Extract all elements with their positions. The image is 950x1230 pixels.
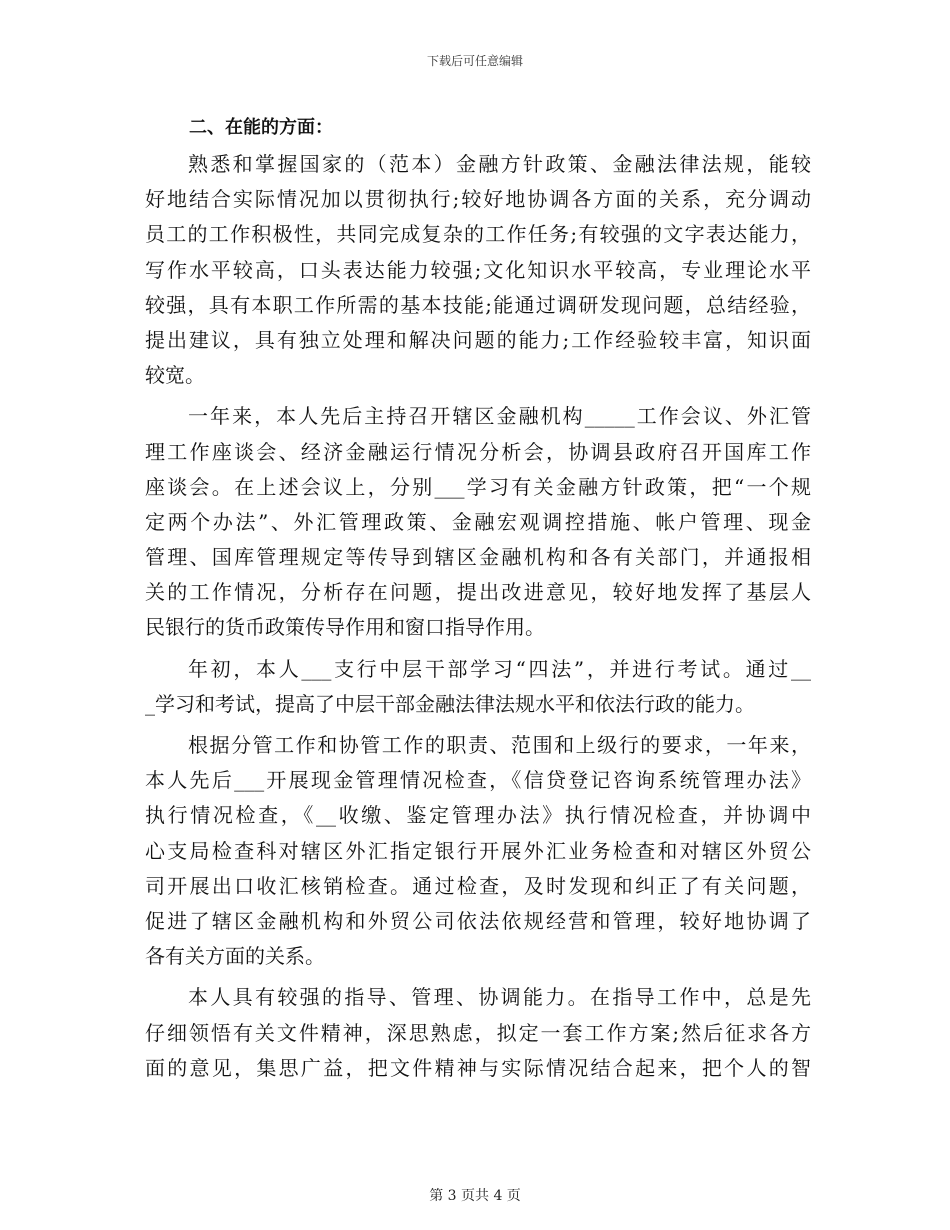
page-header: 下载后可任意编辑 xyxy=(426,54,523,68)
paragraph-line: 熟悉和掌握国家的（范本）金融方针政策、金融法律法规，能较 xyxy=(188,152,811,176)
paragraph-line: 管理、国库管理规定等传导到辖区金融机构和各有关部门，并通报相 xyxy=(145,545,811,570)
paragraph-line: 好地结合实际情况加以贯彻执行;较好地协调各方面的关系，充分调动 xyxy=(145,187,811,212)
paragraph-line: 较强，具有本职工作所需的基本技能;能通过调研发现问题，总结经验， xyxy=(145,292,811,317)
paragraph-line: 本人具有较强的指导、管理、协调能力。在指导工作中，总是先 xyxy=(188,985,811,1010)
paragraph-line: 理工作座谈会、经济金融运行情况分析会，协调县政府召开国库工作 xyxy=(145,439,811,464)
paragraph-line: _学习和考试，提高了中层干部金融法律法规水平和依法行政的能力。 xyxy=(145,691,755,716)
paragraph xyxy=(145,980,811,1086)
section-heading: 二、在能的方面： xyxy=(189,117,333,138)
page-footer: 第 3 页共 4 页 xyxy=(429,1188,521,1204)
paragraph-line: 司开展出口收汇核销检查。通过检查，及时发现和纠正了有关问题， xyxy=(145,873,811,898)
paragraph-line: 年初，本人___支行中层干部学习“四法”，并进行考试。通过__ xyxy=(188,656,811,681)
paragraph-line: 本人先后___开展现金管理情况检查，《信贷登记咨询系统管理办法》 xyxy=(145,768,811,793)
paragraph-line: 定两个办法”、外汇管理政策、金融宏观调控措施、帐户管理、现金 xyxy=(145,509,811,534)
paragraph-line: 心支局检查科对辖区外汇指定银行开展外汇业务检查和对辖区外贸公 xyxy=(145,838,811,863)
paragraph-line: 关的工作情况，分析存在问题，提出改进意见，较好地发挥了基层人 xyxy=(145,580,811,605)
paragraph-line: 员工的工作积极性，共同完成复杂的工作任务;有较强的文字表达能力， xyxy=(145,222,811,247)
paragraph-list xyxy=(145,147,811,1086)
paragraph-line: 一年来，本人先后主持召开辖区金融机构_____工作会议、外汇管 xyxy=(188,404,811,429)
paragraph-line: 写作水平较高，口头表达能力较强;文化知识水平较高，专业理论水平 xyxy=(145,257,811,282)
paragraph-line: 仔细领悟有关文件精神，深思熟虑，拟定一套工作方案;然后征求各方 xyxy=(145,1020,811,1045)
paragraph xyxy=(145,652,811,722)
paragraph xyxy=(145,147,811,393)
paragraph-line: 各有关方面的关系。 xyxy=(145,944,325,969)
paragraph xyxy=(145,399,811,645)
paragraph-line: 执行情况检查，《__收缴、鉴定管理办法》执行情况检查，并协调中 xyxy=(145,803,811,828)
paragraph-line: 较宽。 xyxy=(145,363,205,388)
paragraph-line: 促进了辖区金融机构和外贸公司依法依规经营和管理，较好地协调了 xyxy=(145,908,811,933)
paragraph-line: 根据分管工作和协管工作的职责、范围和上级行的要求，一年来， xyxy=(188,733,811,757)
paragraph xyxy=(145,728,811,974)
paragraph-line: 面的意见，集思广益，把文件精神与实际情况结合起来，把个人的智 xyxy=(145,1055,811,1080)
paragraph-line: 座谈会。在上述会议上，分别___学习有关金融方针政策，把“一个规 xyxy=(145,474,811,499)
document-body xyxy=(145,113,811,1086)
paragraph-line: 民银行的货币政策传导作用和窗口指导作用。 xyxy=(145,615,545,640)
paragraph-line: 提出建议，具有独立处理和解决问题的能力;工作经验较丰富，知识面 xyxy=(145,327,811,352)
